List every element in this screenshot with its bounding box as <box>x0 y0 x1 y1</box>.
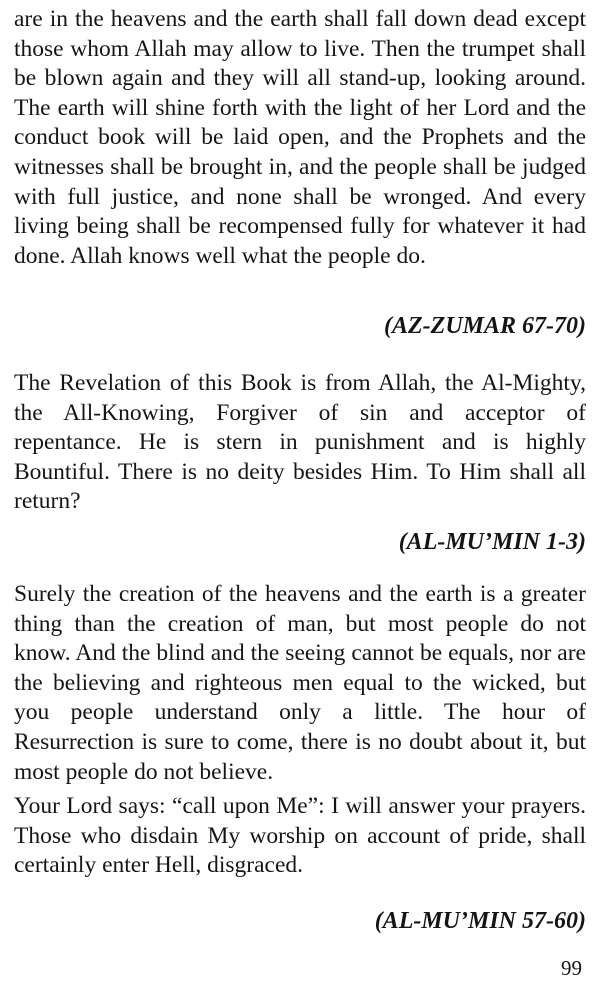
reference-al-mumin-1-3: (AL-MU’MIN 1-3) <box>398 529 586 555</box>
paragraph-creation-passage: Surely the creation of the heavens and the earth is a greater thing than the creation of man, but most people do not know. And the blind and the seeing cannot be equals, nor are the believing and righteous men equal to the wicked, but you people understand only a little. The hour of Resurrection is sure to come, there is no doubt about it, but most people do not believe. <box>14 581 586 785</box>
paragraph-revelation-passage: The Revelation of this Book is from Allah, the Al-Mighty, the All-Knowing, Forgiver of sin and acceptor of repentance. He is stern in punishment and is highly Bountiful. There is no deity besides Him. To Him shall all return? <box>14 370 586 515</box>
reference-al-mumin-57-60: (AL-MU’MIN 57-60) <box>374 908 586 934</box>
reference-az-zumar-67-70: (AZ-ZUMAR 67-70) <box>384 313 586 339</box>
paragraph-zumar-passage: are in the heavens and the earth shall fall down dead except those whom Allah may allow to live. Then the trumpet shall be blown again and they will all stand-up, looking around. The earth will shine forth with the light of her Lord and the conduct book will be laid open, and the Prophets and the witnesses shall be brought in, and the people shall be judged with full justice, and none shall be wronged. And every living being shall be recompensed fully for whatever it had done. Allah knows well what the people do. <box>14 6 586 269</box>
page-number: 99 <box>561 956 582 980</box>
paragraph-call-upon-me-passage: Your Lord says: “call upon Me”: I will answer your prayers. Those who disdain My worship on account of pride, shall certainly enter Hell, disgraced. <box>14 793 586 879</box>
